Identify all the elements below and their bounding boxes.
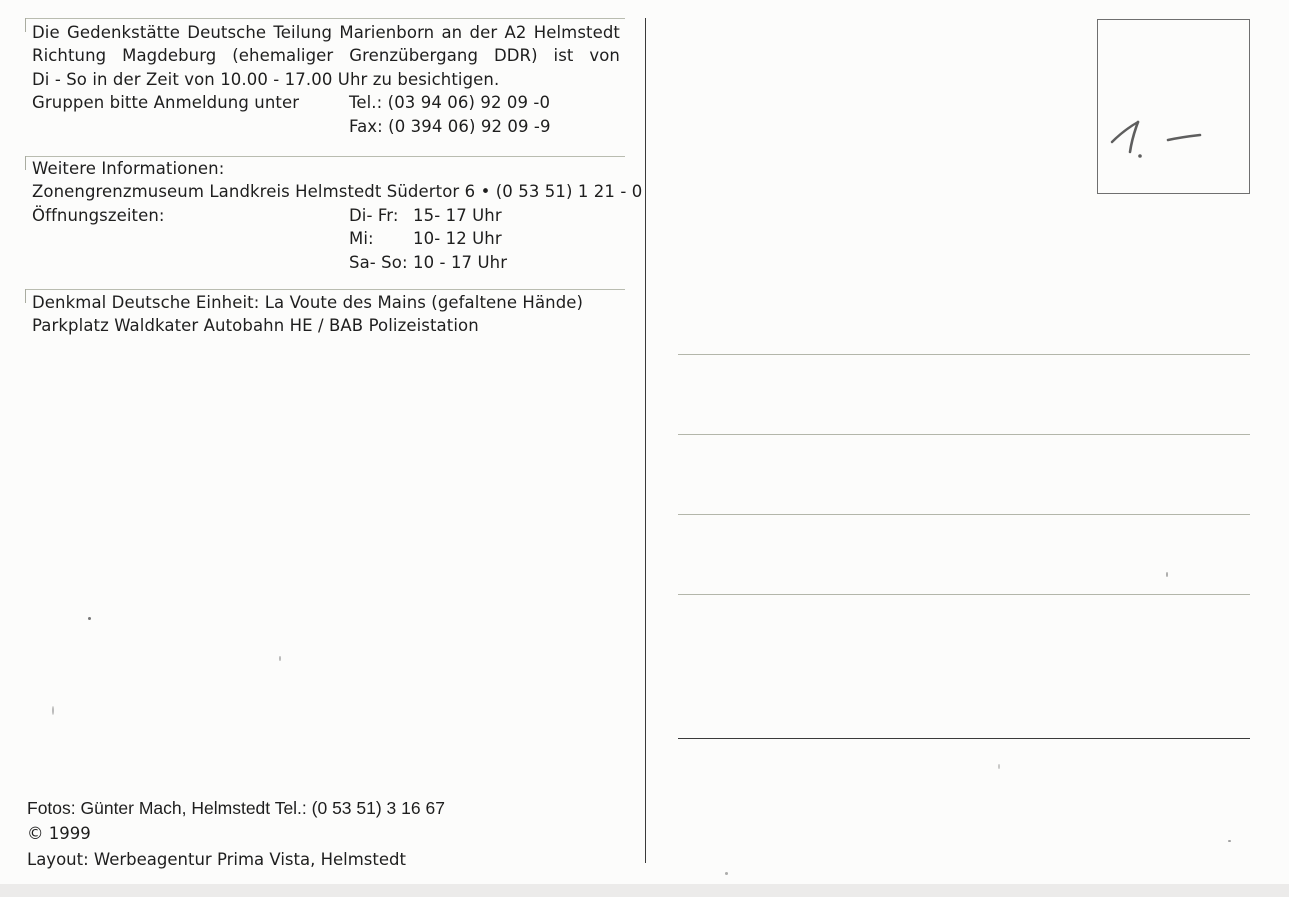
opening-hours-label: Öffnungszeiten: — [32, 205, 165, 225]
dust-speck — [1166, 572, 1168, 577]
museum-info: Zonengrenzmuseum Landkreis Helmstedt Südertor 6 • (0 53 51) 1 21 - 0 — [32, 182, 643, 202]
dust-speck — [52, 706, 54, 715]
section1-line3: Di - So in der Zeit von 10.00 - 17.00 Uhr zu besichtigen. — [32, 69, 500, 89]
handwritten-price-mark — [1108, 108, 1208, 168]
telephone-number: Tel.: (03 94 06) 92 09 -0 — [349, 93, 551, 113]
section2-heading: Weitere Informationen: — [32, 159, 225, 178]
section1-line1: Die Gedenkstätte Deutsche Teilung Marienborn an der A2 Helmstedt — [32, 23, 620, 42]
section2-text — [32, 157, 642, 274]
credits — [27, 795, 445, 873]
section1-tick — [25, 18, 26, 32]
hours-day: Mi: — [349, 229, 374, 249]
dust-speck — [998, 764, 1000, 769]
dust-speck — [279, 656, 281, 661]
dust-speck — [1228, 840, 1231, 842]
hours-day: Di- Fr: — [349, 205, 399, 225]
address-line — [678, 434, 1250, 435]
address-line — [678, 354, 1250, 355]
section1-text — [32, 21, 620, 138]
hours-time: 10- 12 Uhr — [413, 229, 502, 249]
address-line-bottom — [678, 738, 1250, 739]
groups-label: Gruppen bitte Anmeldung unter — [32, 93, 300, 113]
hours-day: Sa- So: — [349, 252, 408, 272]
section3-text — [32, 291, 583, 338]
address-line — [678, 514, 1250, 515]
section1-top-rule — [25, 18, 625, 19]
layout-credit: Layout: Werbeagentur Prima Vista, Helmstedt — [27, 850, 406, 869]
address-line — [678, 594, 1250, 595]
section3-top-rule — [25, 289, 625, 290]
section3-tick — [25, 289, 26, 303]
monument-line: Denkmal Deutsche Einheit: La Voute des Mains (gefaltene Hände) — [32, 293, 584, 312]
section2-tick — [25, 156, 26, 170]
section1-line2: Richtung Magdeburg (ehemaliger Grenzübergang DDR) ist von — [32, 46, 620, 66]
hours-time: 10 - 17 Uhr — [413, 252, 508, 272]
parking-line: Parkplatz Waldkater Autobahn HE / BAB Polizeistation — [32, 316, 479, 336]
hours-time: 15- 17 Uhr — [413, 205, 502, 225]
dust-speck — [725, 872, 728, 875]
card-bottom-edge — [0, 884, 1289, 897]
fax-number: Fax: (0 394 06) 92 09 -9 — [349, 116, 551, 136]
dust-speck — [88, 617, 91, 620]
center-divider — [645, 18, 646, 863]
photo-credit: Fotos: Günter Mach, Helmstedt Tel.: (0 53 51) 3 16 67 — [27, 798, 445, 818]
copyright: © 1999 — [27, 824, 91, 843]
